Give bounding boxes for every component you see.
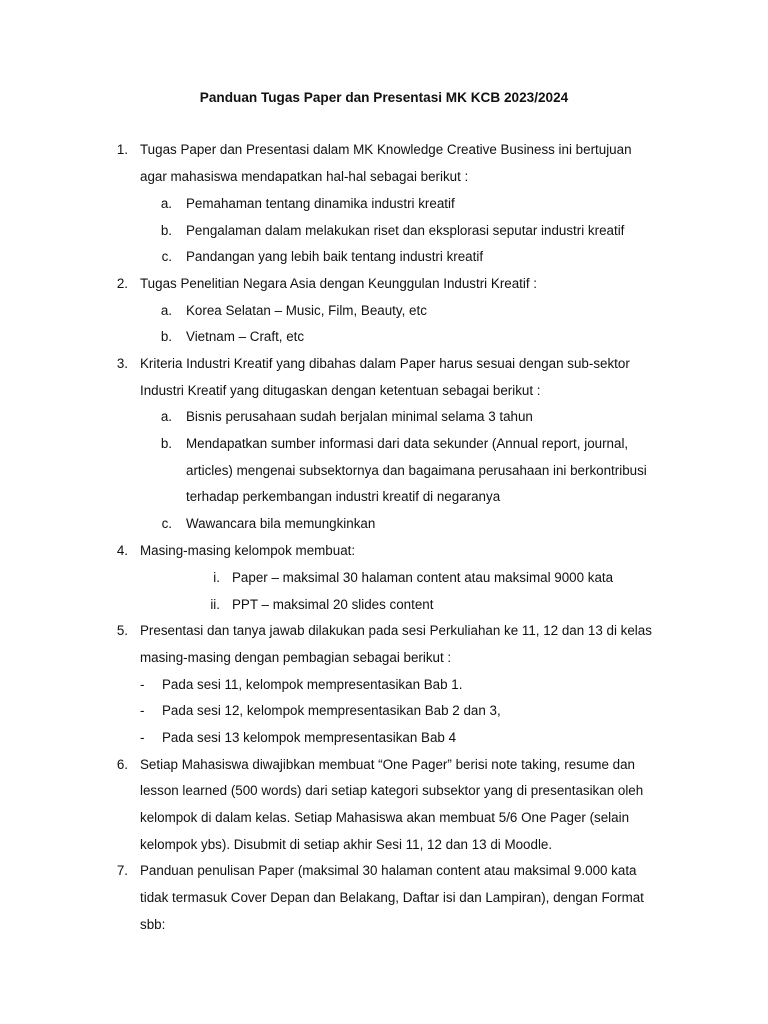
item-3a-text: Bisnis perusahaan sudah berjalan minimal selama 3 tahun: [186, 409, 533, 424]
item-6-number: 6.: [116, 757, 128, 772]
item-7-line-2: tidak termasuk Cover Depan dan Belakang, Daftar isi dan Lampiran), dengan Format: [140, 890, 644, 905]
item-3-line-1: Kriteria Industri Kreatif yang dibahas dalam Paper harus sesuai dengan sub-sektor: [140, 356, 630, 371]
item-2a-text: Korea Selatan – Music, Film, Beauty, etc: [186, 303, 427, 318]
item-4i-marker: i.: [213, 570, 220, 585]
item-3-line-2: Industri Kreatif yang ditugaskan dengan ketentuan sebagai berikut :: [140, 383, 541, 398]
item-6-line-4: kelompok ybs). Disubmit di setiap akhir Sesi 11, 12 dan 13 di Moodle.: [140, 837, 553, 852]
item-1b-text: Pengalaman dalam melakukan riset dan eksplorasi seputar industri kreatif: [186, 223, 625, 238]
item-3a-marker: a.: [160, 409, 172, 424]
item-3-number: 3.: [116, 356, 128, 371]
item-1c-marker: c.: [161, 249, 172, 264]
item-5-number: 5.: [116, 623, 128, 638]
item-2a-marker: a.: [160, 303, 172, 318]
item-4-number: 4.: [116, 543, 128, 558]
item-6-line-1: Setiap Mahasiswa diwajibkan membuat “One Pager” berisi note taking, resume dan: [140, 757, 635, 772]
item-2-line-1: Tugas Penelitian Negara Asia dengan Keunggulan Industri Kreatif :: [140, 276, 538, 291]
item-4ii-text: PPT – maksimal 20 slides content: [232, 597, 434, 612]
item-5-dash-1-text: Pada sesi 11, kelompok mempresentasikan Bab 1.: [162, 677, 463, 692]
item-6-line-3: kelompok di dalam kelas. Setiap Mahasiswa akan membuat 5/6 One Pager (selain: [140, 810, 630, 825]
item-4i-text: Paper – maksimal 30 halaman content atau maksimal 9000 kata: [232, 570, 614, 585]
item-3b-line-2: articles) mengenai subsektornya dan bagaimana perusahaan ini berkontribusi: [186, 463, 647, 478]
item-3b-line-1: Mendapatkan sumber informasi dari data sekunder (Annual report, journal,: [186, 436, 629, 451]
item-1a-marker: a.: [160, 196, 172, 211]
item-4-line-1: Masing-masing kelompok membuat:: [140, 543, 356, 558]
item-4ii-marker: ii.: [210, 597, 220, 612]
item-5-dash-3-text: Pada sesi 13 kelompok mempresentasikan Bab 4: [162, 730, 457, 745]
item-6-line-2: lesson learned (500 words) dari setiap kategori subsektor yang di presentasikan oleh: [140, 783, 644, 798]
item-1a-text: Pemahaman tentang dinamika industri kreatif: [186, 196, 455, 211]
item-2b-text: Vietnam – Craft, etc: [186, 329, 305, 344]
item-1-number: 1.: [116, 142, 128, 157]
item-2b-marker: b.: [160, 329, 172, 344]
document-title: Panduan Tugas Paper dan Presentasi MK KCB 2023/2024: [199, 90, 569, 105]
item-5-dash-2-marker: -: [140, 703, 145, 718]
item-5-line-1: Presentasi dan tanya jawab dilakukan pada sesi Perkuliahan ke 11, 12 dan 13 di kelas: [140, 623, 652, 638]
item-5-line-2: masing-masing dengan pembagian sebagai berikut :: [140, 650, 452, 665]
item-3b-marker: b.: [160, 436, 172, 451]
item-3b-line-3: terhadap perkembangan industri kreatif di negaranya: [186, 489, 501, 504]
item-1-line-1: Tugas Paper dan Presentasi dalam MK Knowledge Creative Business ini bertujuan: [140, 142, 632, 157]
item-5-dash-1-marker: -: [140, 677, 145, 692]
item-7-line-1: Panduan penulisan Paper (maksimal 30 halaman content atau maksimal 9.000 kata: [140, 863, 637, 878]
item-5-dash-3-marker: -: [140, 730, 145, 745]
item-2-number: 2.: [116, 276, 128, 291]
item-3c-marker: c.: [161, 516, 172, 531]
item-1b-marker: b.: [160, 223, 172, 238]
item-1c-text: Pandangan yang lebih baik tentang industri kreatif: [186, 249, 484, 264]
item-3c-text: Wawancara bila memungkinkan: [186, 516, 376, 531]
item-5-dash-2-text: Pada sesi 12, kelompok mempresentasikan Bab 2 dan 3,: [162, 703, 501, 718]
item-1-line-2: agar mahasiswa mendapatkan hal-hal sebagai berikut :: [140, 169, 469, 184]
item-7-number: 7.: [116, 863, 128, 878]
item-7-line-3: sbb:: [140, 917, 166, 932]
